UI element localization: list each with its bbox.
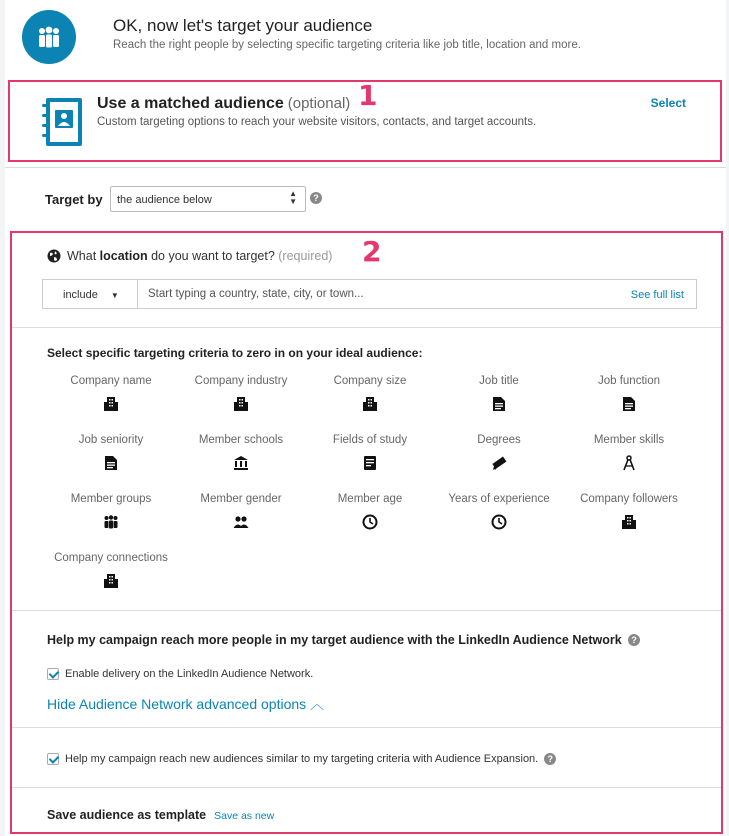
criteria-job-title[interactable]: [434, 375, 564, 412]
select-link[interactable]: Select: [650, 96, 686, 110]
criteria-member-groups[interactable]: [46, 493, 176, 530]
enable-network-checkbox-row: [47, 668, 313, 680]
page-title: OK, now let's target your audience: [113, 16, 373, 35]
group-icon: [103, 514, 119, 530]
criteria-label: Member schools: [198, 434, 284, 446]
help-icon[interactable]: ?: [310, 192, 322, 204]
criteria-years-of-experience[interactable]: [434, 493, 564, 530]
criteria-label: Job seniority: [78, 434, 144, 446]
divider: [12, 327, 721, 328]
document-icon: [491, 396, 507, 412]
location-search-input[interactable]: Start typing a country, state, city, or town...: [148, 288, 364, 300]
location-question: [67, 249, 332, 263]
criteria-member-gender[interactable]: [176, 493, 306, 530]
criteria-company-industry[interactable]: [176, 375, 306, 412]
criteria-label: Company name: [70, 375, 152, 387]
save-template-title: Save audience as template: [47, 808, 207, 822]
caret-down-icon: ▼: [110, 291, 119, 300]
audience-icon: [22, 10, 76, 64]
include-value: include: [63, 289, 98, 301]
criteria-company-size[interactable]: [305, 375, 435, 412]
people-icon: [233, 514, 249, 530]
criteria-member-age[interactable]: [305, 493, 435, 530]
target-by-select[interactable]: [110, 186, 306, 212]
divider: [12, 787, 721, 788]
contacts-book-icon: [40, 94, 86, 150]
criteria-company-followers[interactable]: [564, 493, 694, 530]
criteria-label: Member groups: [70, 493, 152, 505]
building-icon: [103, 396, 119, 412]
criteria-label: Company size: [333, 375, 407, 387]
document-icon: [621, 396, 637, 412]
divider: [12, 727, 721, 728]
criteria-job-seniority[interactable]: [46, 434, 176, 471]
criteria-label: Company followers: [580, 493, 678, 505]
compass-icon: [621, 455, 637, 471]
criteria-degrees[interactable]: [434, 434, 564, 471]
location-q-suffix: do you want to target?: [151, 249, 275, 263]
school-icon: [233, 455, 249, 471]
clock-icon: [362, 514, 378, 530]
criteria-company-name[interactable]: [46, 375, 176, 412]
criteria-member-schools[interactable]: [176, 434, 306, 471]
targeting-criteria-section: [10, 231, 723, 834]
include-dropdown[interactable]: [43, 280, 138, 308]
criteria-label: Member gender: [200, 493, 282, 505]
location-q-bold: location: [99, 249, 148, 263]
criteria-label: Fields of study: [332, 434, 408, 446]
criteria-label: Years of experience: [448, 493, 550, 505]
document-icon: [103, 455, 119, 471]
select-arrows-icon: ▲ ▼: [289, 189, 297, 206]
help-icon[interactable]: ?: [544, 753, 556, 765]
criteria-label: Member skills: [593, 434, 665, 446]
divider: [5, 167, 726, 168]
left-gutter: [0, 0, 5, 836]
criteria-title: Select specific targeting criteria to zero in on your ideal audience:: [47, 346, 423, 360]
criteria-label: Company industry: [194, 375, 288, 387]
page-header: [5, 0, 726, 80]
annotation-2: 2: [362, 235, 382, 268]
audience-expansion-label: Help my campaign reach new audiences similar to my targeting criteria with Audience Expansion.: [65, 753, 539, 766]
matched-audience-subtitle: Custom targeting options to reach your website visitors, contacts, and target accounts.: [97, 116, 537, 128]
matched-audience-title-text: Use a matched audience: [97, 95, 284, 112]
see-full-list-link[interactable]: See full list: [630, 289, 684, 301]
annotation-1: 1: [358, 79, 378, 112]
criteria-job-function[interactable]: [564, 375, 694, 412]
location-row: [42, 279, 697, 309]
audience-network-title: [47, 633, 640, 647]
building-icon: [233, 396, 249, 412]
diploma-icon: [491, 455, 507, 471]
criteria-fields-of-study[interactable]: [305, 434, 435, 471]
book-icon: [362, 455, 378, 471]
globe-icon: [47, 249, 61, 263]
criteria-label: Member age: [337, 493, 403, 505]
enable-network-label: Enable delivery on the LinkedIn Audience Network.: [65, 668, 314, 681]
building-icon: [362, 396, 378, 412]
criteria-label: Job title: [479, 375, 519, 387]
save-as-new-link[interactable]: Save as new: [214, 810, 275, 822]
page-subtitle: Reach the right people by selecting specific targeting criteria like job title, location and more.: [113, 39, 581, 51]
optional-label: (optional): [287, 95, 351, 112]
audience-network-title-text: Help my campaign reach more people in my target audience with the LinkedIn Audience Network: [47, 633, 622, 647]
divider: [12, 610, 721, 611]
required-label: (required): [278, 249, 333, 263]
target-by-label: Target by: [45, 192, 103, 207]
hide-advanced-options-link[interactable]: Hide Audience Network advanced options ︿: [47, 696, 325, 712]
enable-network-checkbox[interactable]: [47, 668, 59, 680]
target-by-value: the audience below: [117, 194, 212, 206]
location-q-prefix: What: [67, 249, 97, 263]
criteria-member-skills[interactable]: [564, 434, 694, 471]
save-template-row: [47, 808, 274, 822]
audience-expansion-row: [47, 753, 556, 765]
audience-expansion-checkbox[interactable]: [47, 753, 59, 765]
criteria-company-connections[interactable]: [46, 552, 176, 589]
help-icon[interactable]: ?: [628, 634, 640, 646]
clock-icon: [491, 514, 507, 530]
building-icon: [621, 514, 637, 530]
criteria-label: Degrees: [477, 434, 521, 446]
criteria-label: Job function: [597, 375, 660, 387]
criteria-label: Company connections: [54, 552, 168, 564]
building-icon: [103, 573, 119, 589]
matched-audience-title: [97, 95, 350, 113]
